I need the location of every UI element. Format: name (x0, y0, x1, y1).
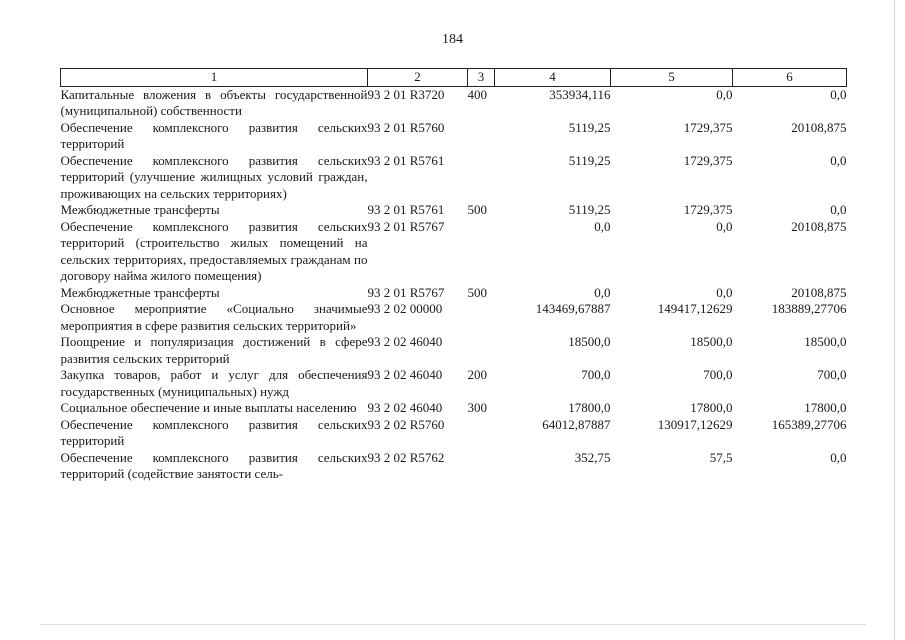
amount-col4: 352,75 (574, 449, 611, 465)
expense-type: 300 (467, 400, 487, 415)
amount-col5: 1729,375 (683, 152, 733, 168)
page-number: 184 (442, 32, 463, 47)
budget-code: 93 2 02 R5762 (367, 449, 445, 465)
table-row (61, 450, 847, 483)
budget-code: 93 2 02 46040 (367, 334, 443, 349)
amount-col4: 64012,87887 (542, 416, 611, 432)
amount-col6: 0,0 (830, 449, 847, 465)
budget-code: 93 2 01 R5761 (367, 152, 445, 168)
item-name: Межбюджетные трансферты (60, 284, 220, 300)
amount-col6: 20108,875 (791, 284, 847, 300)
amount-col5: 18500,0 (690, 334, 733, 349)
table-row (61, 417, 847, 450)
amount-col5: 149417,12629 (657, 301, 733, 316)
table-body (61, 86, 847, 483)
budget-code: 93 2 01 R5761 (367, 202, 445, 217)
table-row (61, 334, 847, 367)
table-row (61, 400, 847, 417)
column-header-5: 5 (611, 69, 733, 87)
amount-col5: 0,0 (716, 284, 733, 300)
table-row (61, 285, 847, 302)
item-name: Социальное обеспечение и иные выплаты населению (60, 400, 357, 415)
item-name: Основное мероприятие «Социально значимые мероприятия в сфере развития сельских территорий» (60, 301, 368, 333)
item-name: Обеспечение комплексного развития сельских территорий (строительство жилых помещений на сельских территориях, предоставляемых гражданам по договору найма жилого помещения) (60, 218, 368, 283)
expense-type (468, 153, 495, 203)
budget-code: 93 2 02 R5760 (367, 416, 445, 432)
amount-col6: 17800,0 (804, 400, 847, 415)
amount-col6: 165389,27706 (771, 416, 847, 432)
table-row (61, 86, 847, 120)
scan-artifact (40, 624, 865, 627)
budget-code: 93 2 01 R5760 (367, 119, 445, 135)
amount-col4: 18500,0 (568, 334, 611, 349)
amount-col5: 1729,375 (683, 119, 733, 135)
amount-col4: 5119,25 (568, 119, 611, 135)
table-row (61, 367, 847, 400)
amount-col6: 0,0 (830, 202, 847, 217)
table-header (61, 69, 847, 87)
amount-col5: 0,0 (716, 218, 733, 234)
column-header-1: 1 (61, 69, 368, 87)
expense-type: 400 (467, 86, 487, 102)
amount-col5: 700,0 (703, 367, 733, 382)
amount-col6: 0,0 (830, 152, 847, 168)
column-header-6: 6 (733, 69, 847, 87)
amount-col4: 0,0 (594, 284, 611, 300)
amount-col4: 700,0 (581, 367, 611, 382)
budget-table (60, 68, 847, 483)
table-row (61, 120, 847, 153)
expense-type (468, 417, 495, 450)
item-name: Обеспечение комплексного развития сельских территорий (улучшение жилищных условий граждан, проживающих на сельских территориях) (60, 152, 368, 201)
column-header-2: 2 (368, 69, 468, 87)
expense-type (468, 120, 495, 153)
table-row (61, 202, 847, 219)
item-name: Обеспечение комплексного развития сельских территорий (60, 416, 368, 448)
amount-col6: 18500,0 (804, 334, 847, 349)
expense-type: 200 (467, 367, 487, 382)
expense-type (468, 301, 495, 334)
header-row (61, 69, 847, 87)
expense-type (468, 450, 495, 483)
budget-code: 93 2 01 R5767 (367, 218, 445, 234)
amount-col5: 17800,0 (690, 400, 733, 415)
amount-col5: 0,0 (716, 86, 733, 102)
budget-code: 93 2 02 00000 (367, 301, 443, 316)
amount-col4: 5119,25 (568, 152, 611, 168)
amount-col5: 57,5 (709, 449, 733, 465)
expense-type: 500 (467, 202, 487, 217)
column-header-4: 4 (495, 69, 611, 87)
amount-col5: 130917,12629 (657, 416, 733, 432)
amount-col5: 1729,375 (683, 202, 733, 217)
scan-edge (894, 0, 895, 640)
amount-col6: 20108,875 (791, 119, 847, 135)
expense-type (468, 219, 495, 285)
amount-col6: 700,0 (817, 367, 847, 382)
item-name: Поощрение и популяризация достижений в сфере развития сельских территорий (60, 334, 368, 366)
amount-col6: 20108,875 (791, 218, 847, 234)
budget-code: 93 2 01 R3720 (367, 86, 445, 102)
table-row (61, 153, 847, 203)
expense-type (468, 334, 495, 367)
amount-col6: 183889,27706 (771, 301, 847, 316)
item-name: Обеспечение комплексного развития сельских территорий (содействие занятости сель- (60, 449, 368, 481)
item-name: Капитальные вложения в объекты государственной (муниципальной) собственности (60, 86, 368, 118)
table-row (61, 219, 847, 285)
amount-col4: 353934,116 (549, 86, 611, 102)
amount-col4: 5119,25 (568, 202, 611, 217)
budget-code: 93 2 02 46040 (367, 367, 443, 382)
budget-code: 93 2 01 R5767 (367, 284, 445, 300)
item-name: Обеспечение комплексного развития сельских территорий (60, 119, 368, 151)
item-name: Межбюджетные трансферты (60, 202, 220, 217)
amount-col4: 17800,0 (568, 400, 611, 415)
expense-type: 500 (467, 284, 487, 300)
table-row (61, 301, 847, 334)
column-header-3: 3 (468, 69, 495, 87)
item-name: Закупка товаров, работ и услуг для обеспечения государственных (муниципальных) нужд (60, 367, 368, 399)
amount-col4: 0,0 (594, 218, 611, 234)
amount-col6: 0,0 (830, 86, 847, 102)
budget-code: 93 2 02 46040 (367, 400, 443, 415)
amount-col4: 143469,67887 (535, 301, 611, 316)
